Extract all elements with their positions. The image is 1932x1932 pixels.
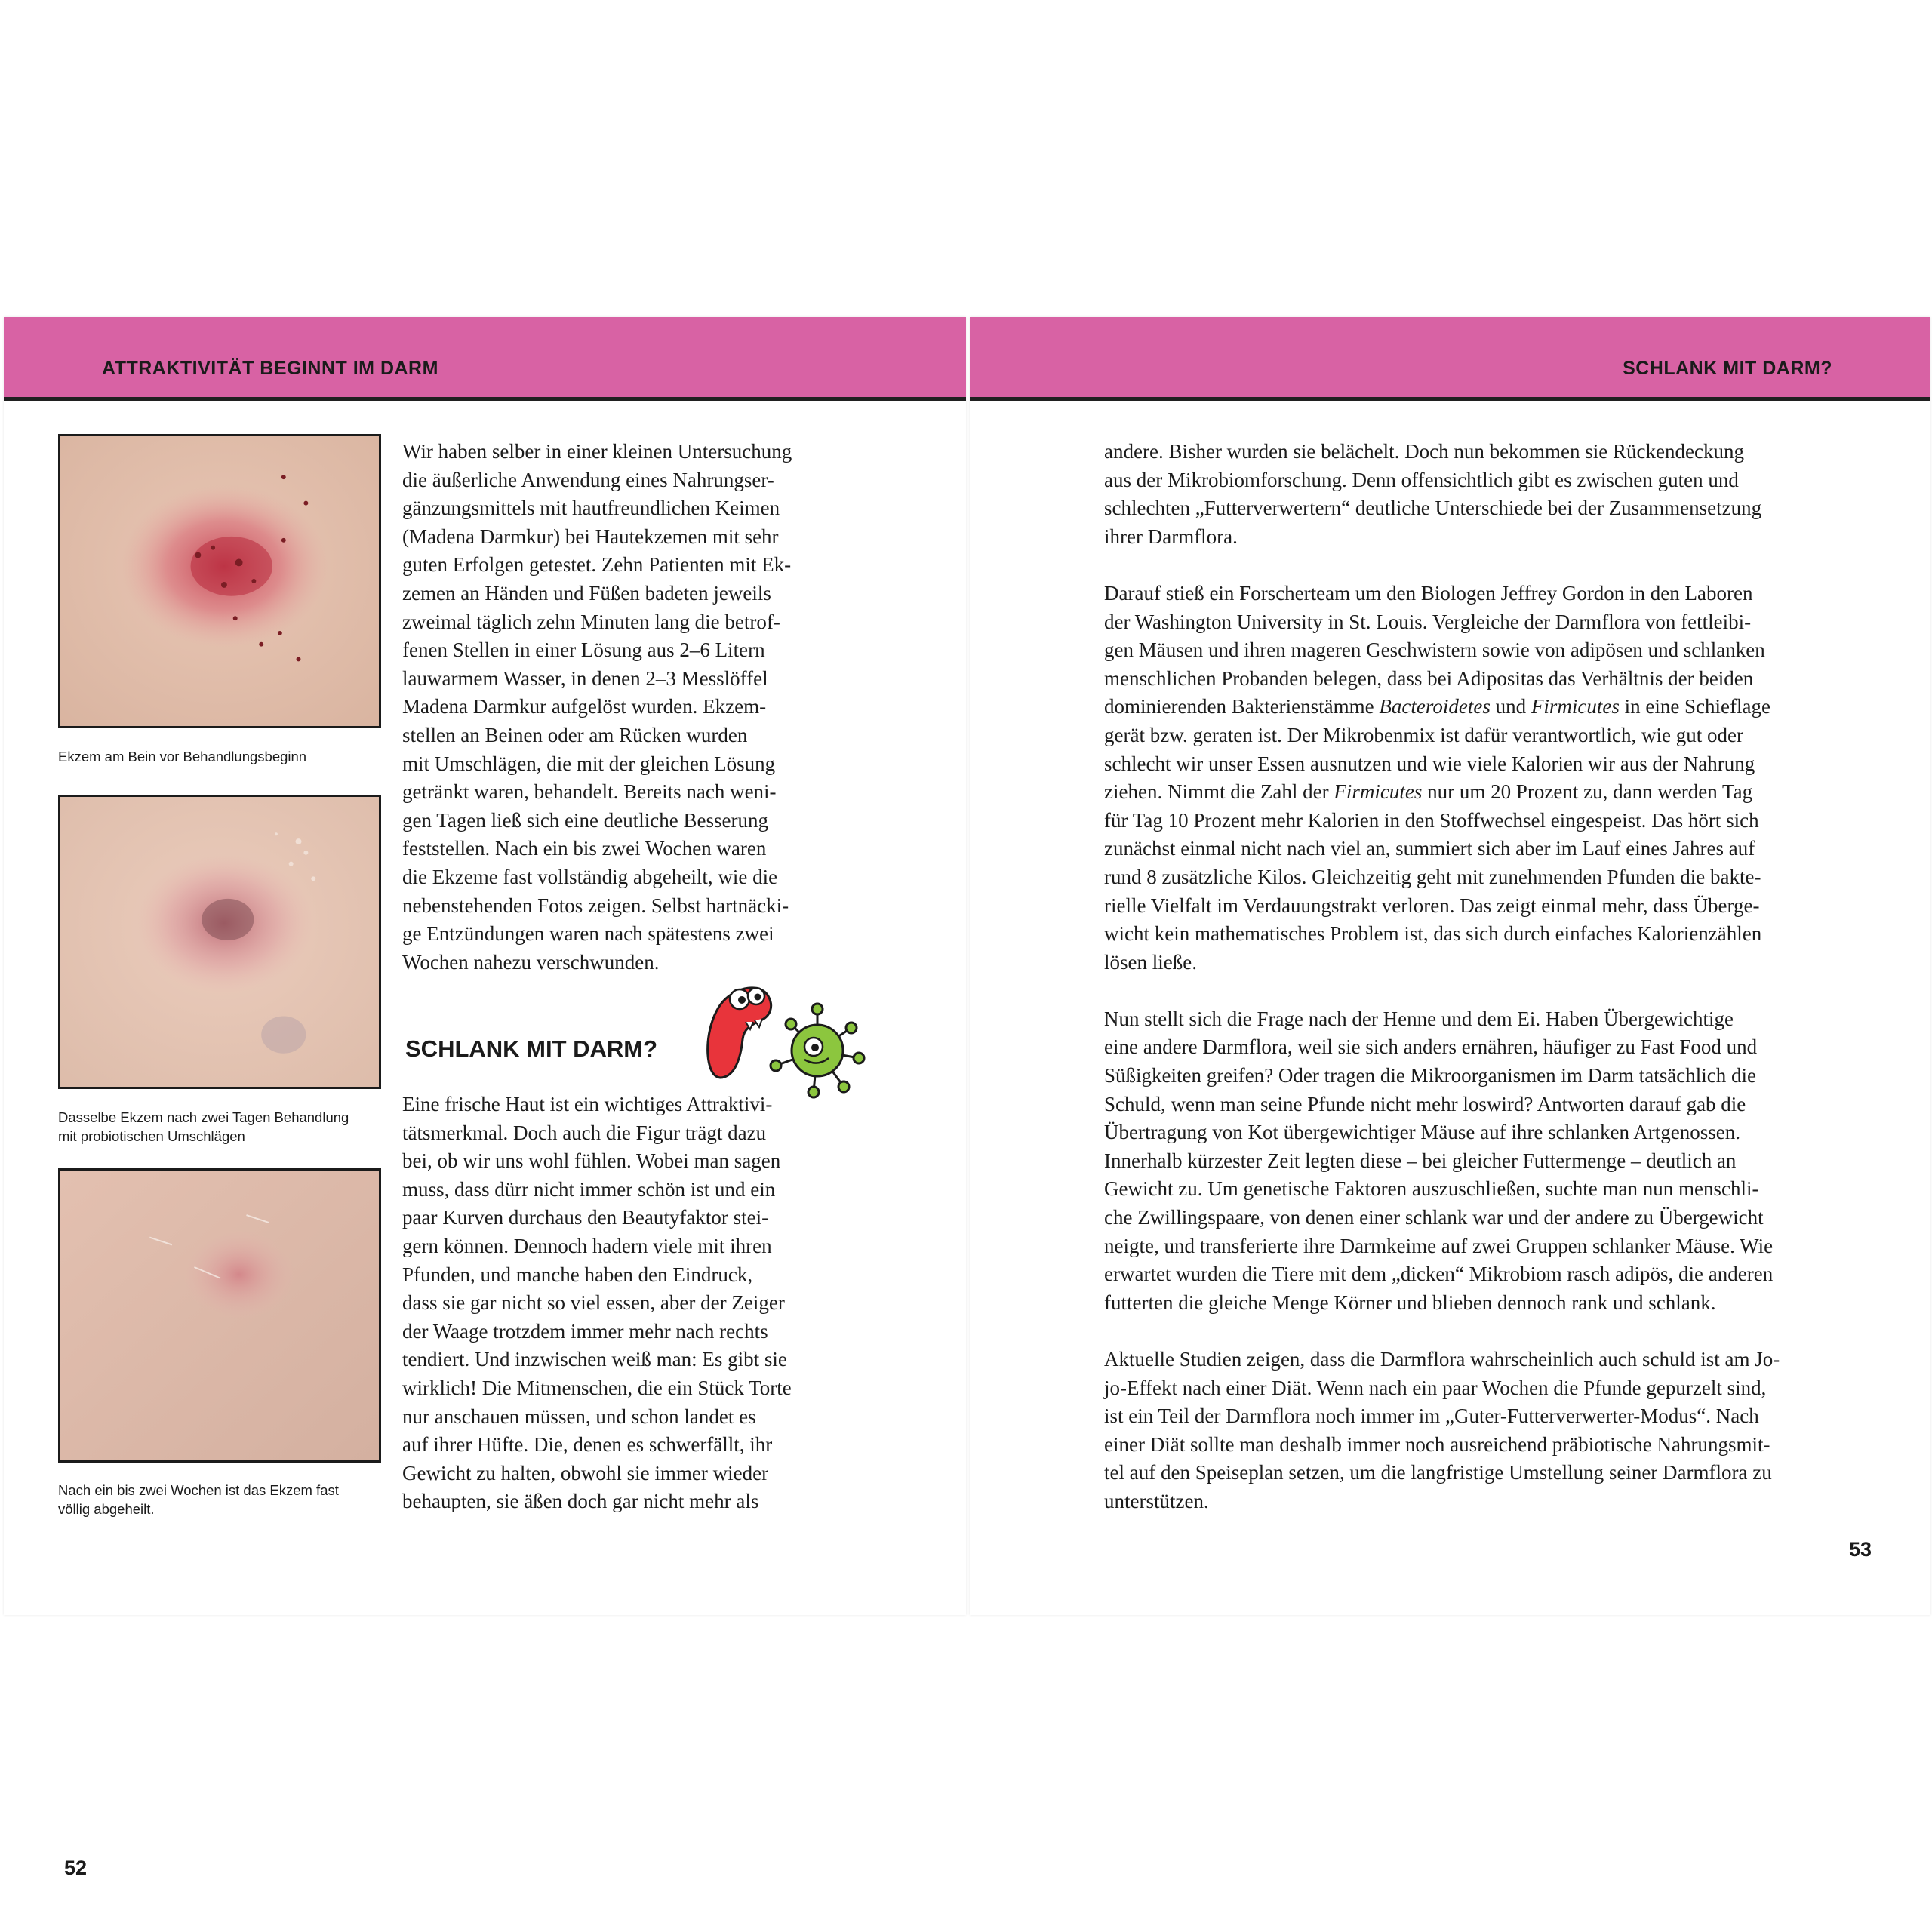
text-line: rielle Vielfalt im Verdauungstrakt verloren. Das zeigt einmal mehr, dass Überge- (1104, 894, 1760, 917)
text-line: Pfunden, und manche haben den Eindruck, (402, 1263, 753, 1286)
text-line: andere. Bisher wurden sie belächelt. Doch nun bekommen sie Rückendeckung (1104, 440, 1744, 463)
text-line: jo-Effekt nach einer Diät. Wenn nach ein paar Wochen die Pfunde gepurzelt sind, (1104, 1376, 1767, 1399)
text-line: tel auf den Speiseplan setzen, um die langfristige Umstellung seiner Darmflora zu (1104, 1461, 1772, 1484)
eczema-photo-before (58, 434, 381, 728)
text-line: che Zwillingspaare, von denen einer schlank war und der andere zu Übergewicht (1104, 1206, 1764, 1229)
left-section-text (402, 1091, 840, 1516)
photo3-caption (58, 1481, 390, 1518)
text-line: Darauf stieß ein Forscherteam um den Biologen Jeffrey Gordon in den Laboren (1104, 581, 1753, 605)
text-line: futterten die gleiche Menge Körner und blieben dennoch rank und schlank. (1104, 1291, 1716, 1314)
text-line: wirklich! Die Mitmenschen, die ein Stück Torte (402, 1376, 792, 1399)
text-line: wicht kein mathematisches Problem ist, das sich durch einfaches Kalorienzählen (1104, 922, 1762, 946)
text-line: gänzungsmittels mit hautfreundlichen Keimen (402, 497, 780, 520)
text-line: der Waage trotzdem immer mehr nach rechts (402, 1319, 768, 1343)
text-line: menschlichen Probanden belegen, dass bei Adipositas das Verhältnis der beiden (1104, 666, 1754, 690)
text-line: nur anschauen müssen, und schon landet es (402, 1404, 756, 1428)
left-intro-text (402, 438, 840, 977)
text-line: einer Diät sollte man deshalb immer noch ausreichend präbiotische Nahrungsmit- (1104, 1432, 1770, 1456)
text-line: gen Mäusen und ihren mageren Geschwistern sowie von adipösen und schlanken (1104, 638, 1765, 662)
text-line: Schuld, wenn man seine Pfunde nicht mehr loswird? Antworten darauf gab die (1104, 1092, 1746, 1115)
paragraph-gap (1104, 1317, 1836, 1346)
text-line: nebenstehenden Fotos zeigen. Selbst hartnäcki- (402, 894, 789, 917)
text-line: Eine frische Haut ist ein wichtiges Attraktivi- (402, 1093, 773, 1115)
text-line: eine andere Darmflora, weil sie sich anders ernähren, häufiger zu Fast Food und (1104, 1035, 1758, 1059)
text-line: der Washington University in St. Louis. Vergleiche der Darmflora von fettleibi- (1104, 610, 1752, 633)
text-line: zweimal täglich zehn Minuten lang die betrof- (402, 610, 780, 633)
right-header-band (970, 317, 1930, 401)
eczema-photo-two-days (58, 795, 381, 1089)
text-line: getränkt waren, behandelt. Bereits nach weni- (402, 780, 777, 804)
text-line: Wir haben selber in einer kleinen Untersuchung (402, 440, 792, 463)
text-line: Innerhalb kürzester Zeit legten diese – bei gleicher Futtermenge – deutlich an (1104, 1149, 1737, 1172)
text-line: dass sie gar nicht so viel essen, aber der Zeiger (402, 1291, 785, 1315)
text-line: Wochen nahezu verschwunden. (402, 950, 660, 974)
text-line: tätsmerkmal. Doch auch die Figur trägt dazu (402, 1121, 767, 1144)
text-line: für Tag 10 Prozent mehr Kalorien in den Stoffwechsel eingespeist. Das hört sich (1104, 808, 1759, 832)
microbe-mascots-illustration (700, 975, 889, 1103)
text-line: auf ihrer Hüfte. Die, denen es schwerfällt, ihr (402, 1433, 773, 1457)
caption-line: Nach ein bis zwei Wochen ist das Ekzem fast (58, 1482, 339, 1498)
text-line: (Madena Darmkur) bei Hautekzemen mit sehr (402, 525, 779, 548)
caption-line: völlig abgeheilt. (58, 1501, 155, 1517)
text-line: Gewicht zu halten, obwohl sie immer wieder (402, 1461, 769, 1484)
caption-line: mit probiotischen Umschlägen (58, 1128, 245, 1144)
text-line: rund 8 zusätzliche Kilos. Gleichzeitig geht mit zunehmenden Pfunden die bakte- (1104, 865, 1761, 888)
text-line: erwartet wurden die Tiere mit dem „dicken“ Mikrobiom rasch adipös, die anderen (1104, 1263, 1774, 1286)
text-line: die Ekzeme fast vollständig abgeheilt, wie die (402, 865, 778, 888)
text-line: stellen an Beinen oder am Rücken wurden (402, 723, 748, 746)
text-line: schlecht wir unser Essen ausnutzen und wie viele Kalorien wir aus der Nahrung (1104, 752, 1755, 775)
text-line: gerät bzw. geraten ist. Der Mikrobenmix ist dafür verantwortlich, wie gut oder (1104, 723, 1743, 746)
text-line: guten Erfolgen getestet. Zehn Patienten mit Ek- (402, 553, 792, 577)
text-line: Madena Darmkur aufgelöst wurden. Ekzem- (402, 695, 767, 718)
right-running-header: SCHLANK MIT DARM? (1623, 358, 1832, 379)
right-body-text (1104, 438, 1836, 1516)
text-line: Nun stellt sich die Frage nach der Henne und dem Ei. Haben Übergewichtige (1104, 1007, 1734, 1030)
text-line: die äußerliche Anwendung eines Nahrungser- (402, 468, 774, 491)
text-line: behaupten, sie äßen doch gar nicht mehr als (402, 1490, 759, 1513)
text-line: ist ein Teil der Darmflora noch immer im „Guter-Futterverwerter-Modus“. Nach (1104, 1404, 1759, 1428)
text-line: Gewicht zu. Um genetische Faktoren auszuschließen, suchte man nun menschli- (1104, 1177, 1759, 1201)
text-line: zunächst einmal nicht nach viel an, summiert sich aber im Lauf eines Jahres auf (1104, 837, 1755, 860)
text-line: zemen an Händen und Füßen badeten jeweils (402, 581, 771, 605)
text-line: tendiert. Und inzwischen weiß man: Es gibt sie (402, 1348, 787, 1371)
green-virus-icon (771, 1004, 864, 1097)
text-line: feststellen. Nach ein bis zwei Wochen waren (402, 837, 767, 860)
text-line: schlechten „Futterverwertern“ deutliche Unterschiede bei der Zusammensetzung (1104, 497, 1762, 520)
text-line: ge Entzündungen waren nach spätestens zwei (402, 922, 774, 946)
photo2-caption (58, 1108, 390, 1146)
photo1-caption (58, 747, 390, 766)
text-line: Aktuelle Studien zeigen, dass die Darmflora wahrscheinlich auch schuld ist am Jo- (1104, 1348, 1780, 1371)
text-line: lauwarmem Wasser, in denen 2–3 Messlöffel (402, 666, 768, 690)
text-line: bei, ob wir uns wohl fühlen. Wobei man sagen (402, 1149, 781, 1173)
left-running-header: ATTRAKTIVITÄT BEGINNT IM DARM (102, 358, 438, 379)
caption-line: Ekzem am Bein vor Behandlungsbeginn (58, 749, 307, 764)
text-line: mit Umschlägen, die mit der gleichen Lösung (402, 752, 776, 775)
text-line: ihrer Darmflora. (1104, 525, 1238, 548)
left-page-number: 52 (64, 1857, 88, 1879)
text-line: fenen Stellen in einer Lösung aus 2–6 Litern (402, 638, 765, 662)
text-line: gen Tagen ließ sich eine deutliche Besserung (402, 808, 768, 832)
text-line: paar Kurven durchaus den Beautyfaktor stei- (402, 1206, 769, 1229)
caption-line: Dasselbe Ekzem nach zwei Tagen Behandlung (58, 1109, 349, 1125)
left-header-band (4, 317, 966, 401)
text-line: unterstützen. (1104, 1489, 1209, 1512)
paragraph-gap (1104, 977, 1836, 1005)
text-line: ziehen. Nimmt die Zahl der Firmicutes nur um 20 Prozent zu, dann werden Tag (1104, 780, 1753, 804)
section-heading: SCHLANK MIT DARM? (405, 1035, 658, 1062)
text-line: aus der Mikrobiomforschung. Denn offensichtlich gibt es zwischen guten und (1104, 468, 1739, 491)
paragraph-gap (1104, 551, 1836, 580)
text-line: Übertragung von Kot übergewichtiger Mäuse auf ihre schlanken Artgenossen. (1104, 1121, 1741, 1144)
red-microbe-icon (708, 988, 771, 1078)
text-line: Süßigkeiten greifen? Oder tragen die Mikroorganismen im Darm tatsächlich die (1104, 1064, 1756, 1088)
text-line: gern können. Dennoch hadern viele mit ihren (402, 1234, 772, 1257)
text-line: dominierenden Bakterienstämme Bacteroidetes und Firmicutes in eine Schieflage (1104, 695, 1770, 718)
eczema-photo-healed (58, 1168, 381, 1463)
text-line: neigte, und transferierte ihre Darmkeime auf zwei Gruppen schlanker Mäuse. Wie (1104, 1234, 1774, 1257)
right-page-number: 53 (1849, 1538, 1872, 1561)
text-line: muss, dass dürr nicht immer schön ist und ein (402, 1177, 776, 1201)
text-line: lösen ließe. (1104, 950, 1197, 974)
